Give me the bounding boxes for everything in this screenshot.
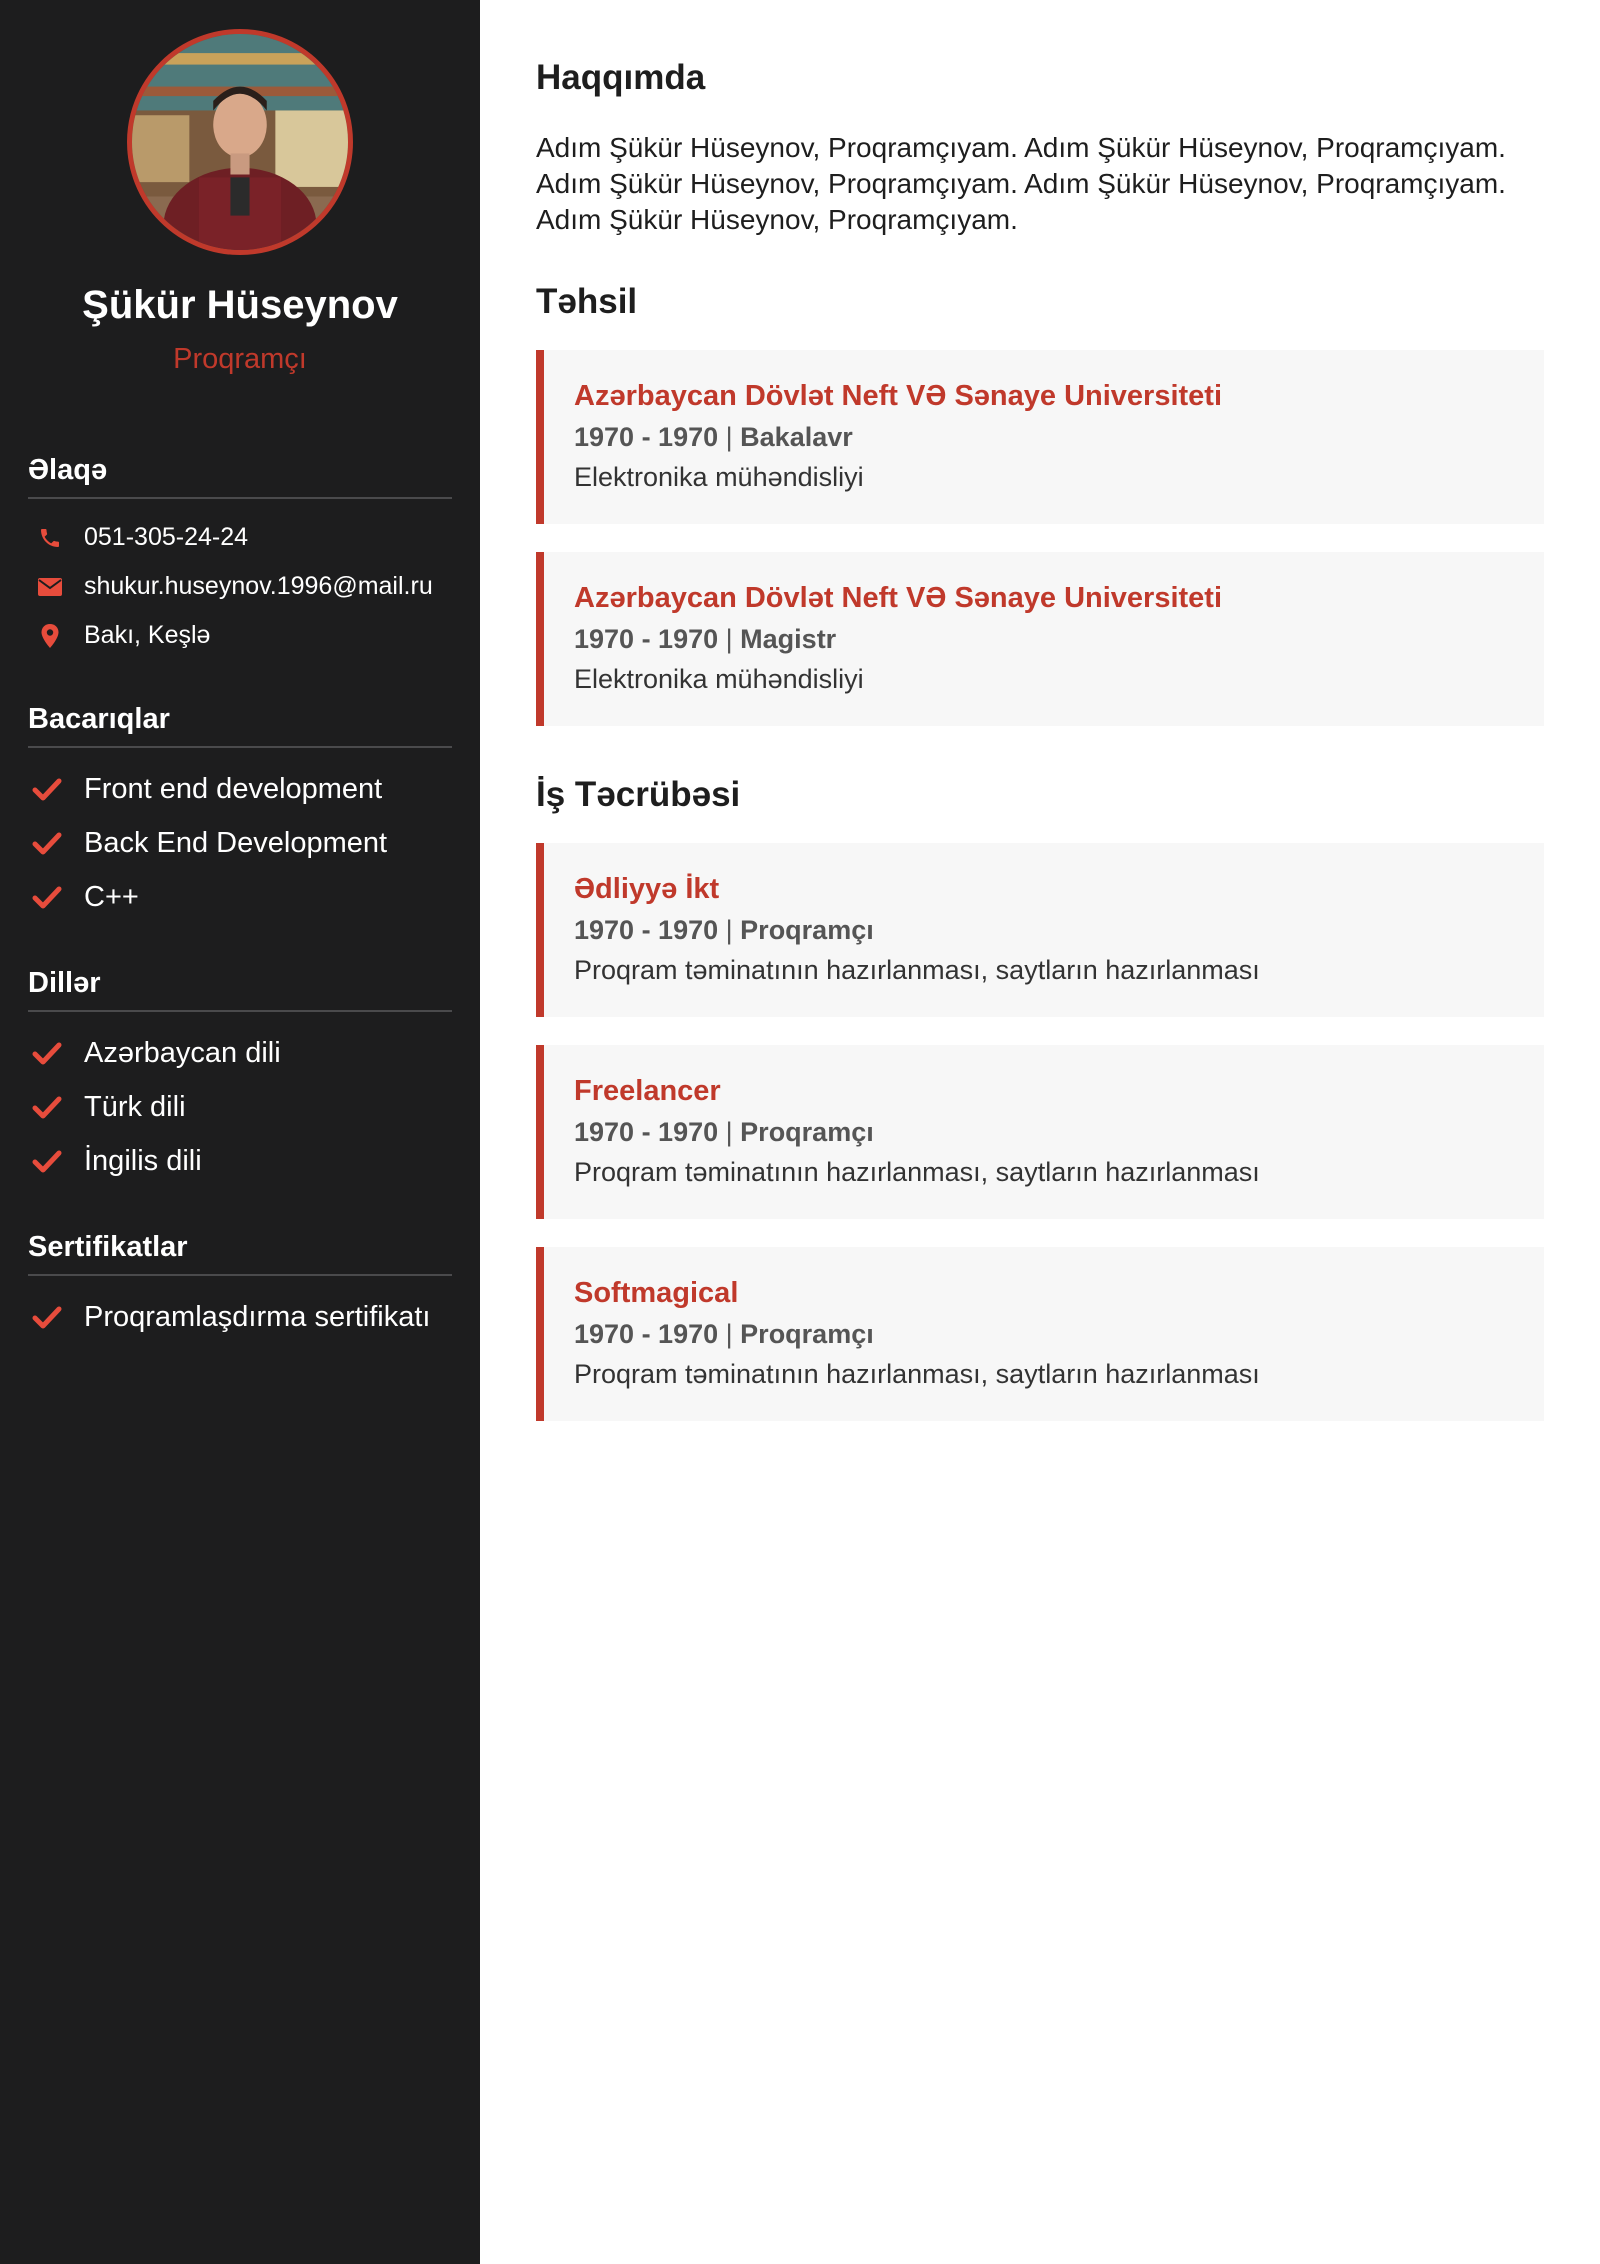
education-years: 1970 - 1970 (574, 624, 719, 654)
contact-title: Əlaqə (28, 454, 452, 499)
profile-role: Proqramçı (173, 343, 307, 375)
envelope-icon (36, 573, 64, 601)
profile-photo (132, 34, 348, 250)
skill-item (28, 870, 452, 924)
about-text: Adım Şükür Hüseynov, Proqramçıyam. Adım Şükür Hüseynov, Proqramçıyam. Adım Şükür Hüseynov, Proqramçıyam. Adım Şükür Hüseynov, Proqramçıyam. Adım Şükür Hüseynov, Proqramçıyam. (536, 132, 1506, 235)
education-meta (574, 624, 1544, 664)
experience-description: Proqram təminatının hazırlanması, saytların hazırlanması (574, 955, 1260, 985)
certificates-section (28, 1231, 452, 1344)
education-card (536, 552, 1544, 726)
avatar (127, 29, 353, 255)
education-institution: Azərbaycan Dövlət Neft VƏ Sənaye Universiteti (574, 582, 1223, 614)
experience-card (536, 843, 1544, 1017)
skills-title: Bacarıqlar (28, 703, 452, 748)
skill-item (28, 816, 452, 870)
meta-separator: | (725, 1319, 733, 1349)
meta-separator: | (725, 422, 733, 452)
location-pin-icon (36, 622, 64, 650)
contact-phone-text[interactable]: 051-305-24-24 (84, 523, 249, 551)
experience-company: Softmagical (574, 1277, 739, 1309)
languages-title: Dillər (28, 967, 452, 1012)
contact-phone (28, 513, 452, 562)
experience-years: 1970 - 1970 (574, 1319, 719, 1349)
education-meta (574, 422, 1544, 462)
meta-separator: | (725, 915, 733, 945)
skill-item (28, 762, 452, 816)
contact-location (28, 611, 452, 660)
education-institution: Azərbaycan Dövlət Neft VƏ Sənaye Universiteti (574, 380, 1223, 412)
experience-company: Ədliyyə İkt (574, 873, 720, 905)
experience-years: 1970 - 1970 (574, 915, 719, 945)
experience-years: 1970 - 1970 (574, 1117, 719, 1147)
contact-location-text: Bakı, Keşlə (84, 621, 211, 649)
language-item (28, 1026, 452, 1080)
experience-card (536, 1247, 1544, 1421)
experience-position: Proqramçı (740, 1319, 874, 1349)
languages-section (28, 967, 452, 1188)
experience-description: Proqram təminatının hazırlanması, saytların hazırlanması (574, 1157, 1260, 1187)
experience-meta (574, 915, 1544, 955)
language-item (28, 1134, 452, 1188)
certificate-item (28, 1290, 452, 1344)
contact-email (28, 562, 452, 611)
certificates-title: Sertifikatlar (28, 1231, 452, 1276)
experience-company: Freelancer (574, 1075, 721, 1107)
language-label: İngilis dili (84, 1144, 202, 1177)
meta-separator: | (725, 1117, 733, 1147)
experience-position: Proqramçı (740, 1117, 874, 1147)
experience-description: Proqram təminatının hazırlanması, saytların hazırlanması (574, 1359, 1260, 1389)
phone-icon (36, 524, 64, 552)
about-title: Haqqımda (536, 58, 706, 97)
skills-section (28, 703, 452, 924)
language-label: Azərbaycan dili (84, 1036, 281, 1069)
education-field: Elektronika mühəndisliyi (574, 664, 864, 694)
education-title: Təhsil (536, 282, 638, 321)
check-icon (32, 1146, 62, 1176)
check-icon (32, 882, 62, 912)
contact-section (28, 454, 452, 660)
skill-label: Back End Development (84, 826, 388, 859)
experience-position: Proqramçı (740, 915, 874, 945)
sidebar (0, 0, 480, 2264)
experience-title: İş Təcrübəsi (536, 775, 741, 814)
education-degree: Magistr (740, 624, 837, 654)
experience-meta (574, 1319, 1544, 1359)
certificate-label: Proqramlaşdırma sertifikatı (84, 1300, 431, 1333)
check-icon (32, 1302, 62, 1332)
education-card (536, 350, 1544, 524)
contact-email-text[interactable]: shukur.huseynov.1996@mail.ru (84, 572, 433, 600)
education-degree: Bakalavr (740, 422, 853, 452)
meta-separator: | (725, 624, 733, 654)
check-icon (32, 828, 62, 858)
education-field: Elektronika mühəndisliyi (574, 462, 864, 492)
check-icon (32, 1092, 62, 1122)
profile-name: Şükür Hüseynov (82, 283, 398, 327)
education-years: 1970 - 1970 (574, 422, 719, 452)
experience-card (536, 1045, 1544, 1219)
skill-label: Front end development (84, 772, 383, 805)
check-icon (32, 1038, 62, 1068)
skill-label: C++ (84, 880, 139, 913)
language-item (28, 1080, 452, 1134)
language-label: Türk dili (84, 1090, 186, 1123)
experience-meta (574, 1117, 1544, 1157)
check-icon (32, 774, 62, 804)
